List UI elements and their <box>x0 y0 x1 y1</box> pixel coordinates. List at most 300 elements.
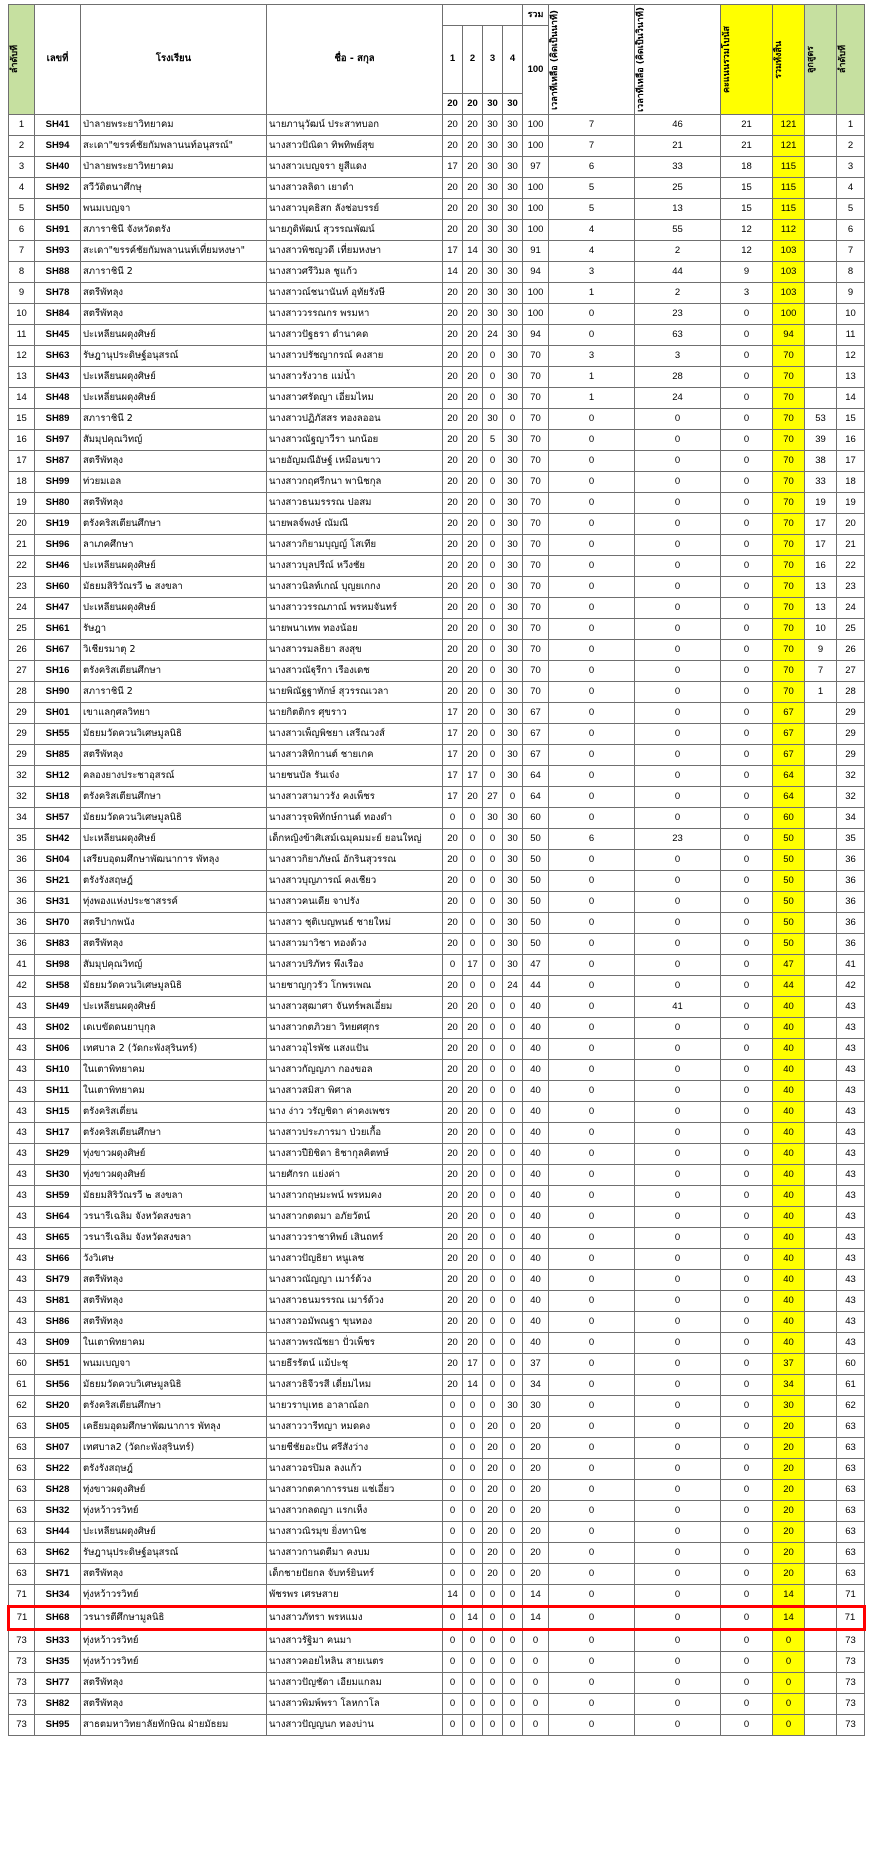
table-row[interactable] <box>9 198 865 219</box>
cell-time-min: 0 <box>549 744 635 765</box>
cell-total: 40 <box>773 1206 805 1227</box>
cell-q4: 0 <box>503 1311 523 1332</box>
table-row[interactable] <box>9 513 865 534</box>
table-row[interactable] <box>9 1395 865 1416</box>
cell-q3: 20 <box>483 1521 503 1542</box>
table-row[interactable] <box>9 1017 865 1038</box>
table-row[interactable] <box>9 786 865 807</box>
cell-name: นางสาวบุลปรีณ์ หวีงชัย <box>267 555 443 576</box>
table-row[interactable] <box>9 345 865 366</box>
cell-time-min: 0 <box>549 1672 635 1693</box>
table-row[interactable] <box>9 1101 865 1122</box>
table-row[interactable] <box>9 1185 865 1206</box>
cell-pts: 10 <box>805 618 837 639</box>
cell-q3: 0 <box>483 1038 503 1059</box>
cell-bonus: 0 <box>721 534 773 555</box>
cell-q4: 24 <box>503 975 523 996</box>
cell-q2: 0 <box>463 1521 483 1542</box>
cell-pts <box>805 1101 837 1122</box>
cell-bonus: 0 <box>721 786 773 807</box>
cell-sum: 20 <box>523 1479 549 1500</box>
table-row[interactable] <box>9 1038 865 1059</box>
cell-sum: 40 <box>523 1185 549 1206</box>
cell-school: ตรังรังสฤษฎ์ <box>81 1458 267 1479</box>
table-row[interactable] <box>9 681 865 702</box>
cell-code: SH71 <box>35 1563 81 1584</box>
cell-time-sec: 0 <box>635 597 721 618</box>
cell-total: 40 <box>773 1143 805 1164</box>
cell-name: นางสาวณ์ชนานันท์ อุทัยรังษี <box>267 282 443 303</box>
cell-pts <box>805 1563 837 1584</box>
cell-q1: 20 <box>443 534 463 555</box>
table-row[interactable] <box>9 1672 865 1693</box>
table-row[interactable] <box>9 1458 865 1479</box>
table-row[interactable] <box>9 1332 865 1353</box>
cell-q1: 0 <box>443 1395 463 1416</box>
cell-rank: 35 <box>9 828 35 849</box>
cell-total: 20 <box>773 1416 805 1437</box>
cell-time-min: 0 <box>549 1017 635 1038</box>
cell-sum: 50 <box>523 849 549 870</box>
table-row[interactable] <box>9 1227 865 1248</box>
cell-name: นางสาวธิจีวรสี เดี่ยมไหม <box>267 1374 443 1395</box>
cell-bonus: 0 <box>721 1584 773 1606</box>
cell-q2: 20 <box>463 471 483 492</box>
cell-q3: 0 <box>483 1584 503 1606</box>
cell-rank: 43 <box>9 1122 35 1143</box>
cell-rank: 5 <box>9 198 35 219</box>
cell-q1: 0 <box>443 1672 463 1693</box>
table-row[interactable] <box>9 240 865 261</box>
cell-pts <box>805 1693 837 1714</box>
cell-bonus: 0 <box>721 765 773 786</box>
table-row[interactable] <box>9 744 865 765</box>
cell-name: นางสาวสุฒาศา จันทร์พลเอี่ยม <box>267 996 443 1017</box>
cell-q3: 0 <box>483 513 503 534</box>
cell-sum: 40 <box>523 1164 549 1185</box>
table-row[interactable] <box>9 282 865 303</box>
table-row[interactable] <box>9 1500 865 1521</box>
cell-q1: 20 <box>443 975 463 996</box>
table-row[interactable] <box>9 1143 865 1164</box>
cell-q4: 30 <box>503 198 523 219</box>
cell-sum: 40 <box>523 1269 549 1290</box>
cell-q4: 30 <box>503 555 523 576</box>
cell-q3: 20 <box>483 1500 503 1521</box>
cell-sum: 64 <box>523 765 549 786</box>
table-row[interactable] <box>9 1563 865 1584</box>
table-row[interactable] <box>9 1629 865 1651</box>
cell-time-min: 0 <box>549 1185 635 1206</box>
cell-rank2: 21 <box>837 534 865 555</box>
cell-time-sec: 0 <box>635 1500 721 1521</box>
col-rank-label: ลำดับที่ <box>10 45 20 74</box>
cell-school: ในเตาพิทยาคม <box>81 1059 267 1080</box>
table-row[interactable] <box>9 429 865 450</box>
cell-time-sec: 0 <box>635 576 721 597</box>
cell-q4: 30 <box>503 681 523 702</box>
cell-sum: 40 <box>523 1101 549 1122</box>
cell-pts <box>805 1038 837 1059</box>
cell-q3: 0 <box>483 1269 503 1290</box>
cell-rank: 36 <box>9 849 35 870</box>
cell-bonus: 0 <box>721 1714 773 1735</box>
cell-q2: 20 <box>463 723 483 744</box>
cell-bonus: 0 <box>721 681 773 702</box>
table-row[interactable] <box>9 114 865 135</box>
cell-rank: 43 <box>9 1017 35 1038</box>
cell-time-min: 0 <box>549 870 635 891</box>
cell-q1: 20 <box>443 555 463 576</box>
cell-q2: 0 <box>463 1714 483 1735</box>
cell-time-sec: 0 <box>635 618 721 639</box>
col-q3-points: 30 <box>483 93 503 114</box>
cell-q1: 17 <box>443 744 463 765</box>
table-row[interactable] <box>9 807 865 828</box>
table-row[interactable] <box>9 303 865 324</box>
cell-time-sec: 0 <box>635 849 721 870</box>
table-row[interactable] <box>9 1437 865 1458</box>
cell-time-min: 0 <box>549 1437 635 1458</box>
col-sum-label: รวม <box>523 5 549 26</box>
cell-name: นางสาวกฤศรีกนา พานิชกุล <box>267 471 443 492</box>
cell-time-min: 0 <box>549 1059 635 1080</box>
cell-q3: 0 <box>483 660 503 681</box>
cell-name: นางสาวปียิชิดา ธิชากุลคิตทษ์ <box>267 1143 443 1164</box>
cell-school: มัธยมสิริวัณรวี ๒ สงขลา <box>81 1185 267 1206</box>
cell-q4: 30 <box>503 450 523 471</box>
table-row[interactable] <box>9 870 865 891</box>
col-name-label: ชื่อ - สกุล <box>334 53 375 65</box>
cell-pts: 13 <box>805 597 837 618</box>
cell-time-min: 0 <box>549 1416 635 1437</box>
cell-name: นางสาวปัญญนก ทองบ่าน <box>267 1714 443 1735</box>
cell-time-sec: 44 <box>635 261 721 282</box>
cell-rank: 32 <box>9 765 35 786</box>
cell-sum: 40 <box>523 1206 549 1227</box>
cell-q1: 0 <box>443 1542 463 1563</box>
table-row[interactable] <box>9 996 865 1017</box>
cell-name: นายกิตติกร ศุขราว <box>267 702 443 723</box>
cell-code: SH32 <box>35 1500 81 1521</box>
cell-q4: 0 <box>503 1416 523 1437</box>
table-row[interactable] <box>9 450 865 471</box>
table-row[interactable] <box>9 1416 865 1437</box>
cell-q2: 20 <box>463 1206 483 1227</box>
cell-q3: 30 <box>483 114 503 135</box>
cell-rank2: 18 <box>837 471 865 492</box>
cell-sum: 0 <box>523 1672 549 1693</box>
table-row[interactable] <box>9 765 865 786</box>
cell-bonus: 0 <box>721 1248 773 1269</box>
cell-rank2: 73 <box>837 1672 865 1693</box>
cell-rank2: 63 <box>837 1521 865 1542</box>
table-row[interactable] <box>9 1269 865 1290</box>
cell-q3: 0 <box>483 1651 503 1672</box>
table-row[interactable] <box>9 366 865 387</box>
table-row[interactable] <box>9 1353 865 1374</box>
table-row[interactable] <box>9 324 865 345</box>
cell-q4: 30 <box>503 219 523 240</box>
table-row[interactable] <box>9 1606 865 1629</box>
cell-sum: 94 <box>523 324 549 345</box>
cell-q3: 0 <box>483 1206 503 1227</box>
cell-sum: 100 <box>523 303 549 324</box>
cell-pts <box>805 954 837 975</box>
cell-time-min: 0 <box>549 555 635 576</box>
table-row[interactable] <box>9 219 865 240</box>
table-row[interactable] <box>9 849 865 870</box>
table-row[interactable] <box>9 387 865 408</box>
cell-pts: 13 <box>805 576 837 597</box>
cell-code: SH70 <box>35 912 81 933</box>
cell-time-min: 0 <box>549 534 635 555</box>
cell-rank: 63 <box>9 1458 35 1479</box>
cell-q3: 30 <box>483 219 503 240</box>
cell-total: 70 <box>773 618 805 639</box>
cell-q1: 20 <box>443 513 463 534</box>
cell-sum: 50 <box>523 828 549 849</box>
cell-time-min: 0 <box>549 429 635 450</box>
table-row[interactable] <box>9 1080 865 1101</box>
cell-code: SH97 <box>35 429 81 450</box>
cell-name: นายชาญกุวรัว โกพรเพณ <box>267 975 443 996</box>
cell-code: SH12 <box>35 765 81 786</box>
table-row[interactable] <box>9 135 865 156</box>
table-row[interactable] <box>9 261 865 282</box>
cell-bonus: 0 <box>721 1353 773 1374</box>
cell-sum: 40 <box>523 1122 549 1143</box>
cell-rank: 43 <box>9 1332 35 1353</box>
table-row[interactable] <box>9 891 865 912</box>
table-row[interactable] <box>9 1521 865 1542</box>
cell-time-sec: 0 <box>635 639 721 660</box>
table-row[interactable] <box>9 639 865 660</box>
cell-rank2: 43 <box>837 1269 865 1290</box>
cell-time-min: 5 <box>549 177 635 198</box>
cell-total: 40 <box>773 1164 805 1185</box>
cell-sum: 14 <box>523 1606 549 1629</box>
table-row[interactable] <box>9 975 865 996</box>
cell-school: ลาเภคศึกษา <box>81 534 267 555</box>
cell-name: นายชนบัล รันเจ๋ง <box>267 765 443 786</box>
cell-name: นายอัญมณีอัษฐ์ เหมือนขาว <box>267 450 443 471</box>
cell-q1: 20 <box>443 324 463 345</box>
table-row[interactable] <box>9 555 865 576</box>
cell-sum: 40 <box>523 1248 549 1269</box>
table-row[interactable] <box>9 954 865 975</box>
cell-q3: 30 <box>483 135 503 156</box>
cell-total: 112 <box>773 219 805 240</box>
cell-bonus: 9 <box>721 261 773 282</box>
cell-time-sec: 0 <box>635 660 721 681</box>
table-row[interactable] <box>9 702 865 723</box>
cell-sum: 91 <box>523 240 549 261</box>
cell-rank2: 43 <box>837 1227 865 1248</box>
cell-bonus: 12 <box>721 240 773 261</box>
cell-q2: 17 <box>463 765 483 786</box>
table-row[interactable] <box>9 1651 865 1672</box>
cell-pts <box>805 1269 837 1290</box>
table-row[interactable] <box>9 597 865 618</box>
table-row[interactable] <box>9 1122 865 1143</box>
cell-total: 37 <box>773 1353 805 1374</box>
cell-q2: 20 <box>463 324 483 345</box>
cell-q3: 0 <box>483 1672 503 1693</box>
cell-code: SH04 <box>35 849 81 870</box>
cell-q2: 14 <box>463 1374 483 1395</box>
table-row[interactable] <box>9 177 865 198</box>
cell-code: SH98 <box>35 954 81 975</box>
cell-rank2: 43 <box>837 1080 865 1101</box>
cell-rank2: 3 <box>837 156 865 177</box>
cell-rank: 29 <box>9 723 35 744</box>
cell-q3: 20 <box>483 1542 503 1563</box>
table-row[interactable] <box>9 1693 865 1714</box>
cell-school: สตรีพัทลุง <box>81 450 267 471</box>
cell-rank: 43 <box>9 1248 35 1269</box>
cell-school: สตรีพัทลุง <box>81 303 267 324</box>
cell-q4: 30 <box>503 849 523 870</box>
cell-code: SH60 <box>35 576 81 597</box>
cell-q3: 0 <box>483 1714 503 1735</box>
cell-q2: 0 <box>463 912 483 933</box>
cell-q1: 0 <box>443 1437 463 1458</box>
cell-time-sec: 0 <box>635 807 721 828</box>
cell-q2: 20 <box>463 492 483 513</box>
cell-q4: 30 <box>503 114 523 135</box>
table-row[interactable] <box>9 471 865 492</box>
cell-sum: 60 <box>523 807 549 828</box>
cell-time-min: 0 <box>549 471 635 492</box>
cell-q4: 30 <box>503 261 523 282</box>
cell-pts <box>805 1080 837 1101</box>
cell-sum: 50 <box>523 891 549 912</box>
table-row[interactable] <box>9 1059 865 1080</box>
cell-rank: 63 <box>9 1500 35 1521</box>
cell-q1: 20 <box>443 1290 463 1311</box>
cell-rank: 43 <box>9 1185 35 1206</box>
cell-name: นายพนาเทพ ทองน้อย <box>267 618 443 639</box>
cell-sum: 40 <box>523 1038 549 1059</box>
cell-name: นายพิณัฐฐาทักษ์ สุวรรณเวลา <box>267 681 443 702</box>
cell-rank: 43 <box>9 1227 35 1248</box>
cell-bonus: 0 <box>721 450 773 471</box>
cell-time-sec: 0 <box>635 1311 721 1332</box>
cell-rank2: 63 <box>837 1458 865 1479</box>
table-row[interactable] <box>9 156 865 177</box>
table-row[interactable] <box>9 534 865 555</box>
cell-pts <box>805 891 837 912</box>
table-row[interactable] <box>9 1164 865 1185</box>
cell-time-sec: 0 <box>635 1606 721 1629</box>
cell-total: 70 <box>773 555 805 576</box>
table-row[interactable] <box>9 1206 865 1227</box>
cell-time-sec: 0 <box>635 429 721 450</box>
cell-sum: 70 <box>523 429 549 450</box>
cell-school: เขาแลกุศลวิทยา <box>81 702 267 723</box>
cell-q3: 0 <box>483 1374 503 1395</box>
cell-q4: 30 <box>503 723 523 744</box>
cell-total: 67 <box>773 723 805 744</box>
cell-rank: 43 <box>9 1143 35 1164</box>
cell-bonus: 0 <box>721 1143 773 1164</box>
table-row[interactable] <box>9 408 865 429</box>
cell-sum: 40 <box>523 1059 549 1080</box>
cell-pts <box>805 1584 837 1606</box>
table-row[interactable] <box>9 828 865 849</box>
cell-q4: 0 <box>503 1714 523 1735</box>
cell-name: นางสาวอุไรพัช แสงแปัน <box>267 1038 443 1059</box>
table-row[interactable] <box>9 1542 865 1563</box>
cell-q2: 0 <box>463 1479 483 1500</box>
table-row[interactable] <box>9 723 865 744</box>
cell-q1: 0 <box>443 1416 463 1437</box>
cell-q1: 17 <box>443 156 463 177</box>
cell-time-min: 0 <box>549 1374 635 1395</box>
cell-bonus: 0 <box>721 1563 773 1584</box>
cell-total: 115 <box>773 177 805 198</box>
cell-name: นางสาวรังวาธ แม่น้ำ <box>267 366 443 387</box>
cell-school: มัธยมวัดควนวิเศษมูลนิธิ <box>81 807 267 828</box>
table-row[interactable] <box>9 912 865 933</box>
cell-time-sec: 0 <box>635 1563 721 1584</box>
table-row[interactable] <box>9 492 865 513</box>
cell-time-min: 0 <box>549 1500 635 1521</box>
cell-code: SH91 <box>35 219 81 240</box>
cell-code: SH29 <box>35 1143 81 1164</box>
table-row[interactable] <box>9 660 865 681</box>
cell-total: 40 <box>773 1311 805 1332</box>
cell-q4: 0 <box>503 1606 523 1629</box>
cell-sum: 100 <box>523 177 549 198</box>
cell-q3: 0 <box>483 954 503 975</box>
cell-time-sec: 0 <box>635 534 721 555</box>
cell-q1: 0 <box>443 1714 463 1735</box>
table-row[interactable] <box>9 1479 865 1500</box>
cell-bonus: 0 <box>721 912 773 933</box>
table-row[interactable] <box>9 1248 865 1269</box>
cell-q2: 20 <box>463 702 483 723</box>
table-row[interactable] <box>9 576 865 597</box>
cell-name: เด็กหญิงข้าศิเสม์เฉมุคมมะย์ ยอนใหญ่ <box>267 828 443 849</box>
table-row[interactable] <box>9 1584 865 1606</box>
cell-sum: 70 <box>523 345 549 366</box>
cell-bonus: 0 <box>721 723 773 744</box>
cell-q4: 0 <box>503 1122 523 1143</box>
cell-sum: 70 <box>523 618 549 639</box>
table-row[interactable] <box>9 933 865 954</box>
col-q1-points: 20 <box>443 93 463 114</box>
cell-rank2: 73 <box>837 1714 865 1735</box>
cell-rank: 18 <box>9 471 35 492</box>
table-row[interactable] <box>9 618 865 639</box>
cell-q2: 20 <box>463 408 483 429</box>
cell-q2: 20 <box>463 1038 483 1059</box>
col-school-label: โรงเรียน <box>155 53 192 65</box>
cell-total: 40 <box>773 1248 805 1269</box>
cell-total: 40 <box>773 1038 805 1059</box>
cell-total: 40 <box>773 1332 805 1353</box>
table-row[interactable] <box>9 1374 865 1395</box>
table-row[interactable] <box>9 1311 865 1332</box>
table-row[interactable] <box>9 1290 865 1311</box>
cell-time-sec: 0 <box>635 1080 721 1101</box>
cell-time-sec: 0 <box>635 1269 721 1290</box>
table-row[interactable] <box>9 1714 865 1735</box>
cell-q1: 20 <box>443 1143 463 1164</box>
cell-name: นางสาวเบญจรา ยูสีแดง <box>267 156 443 177</box>
